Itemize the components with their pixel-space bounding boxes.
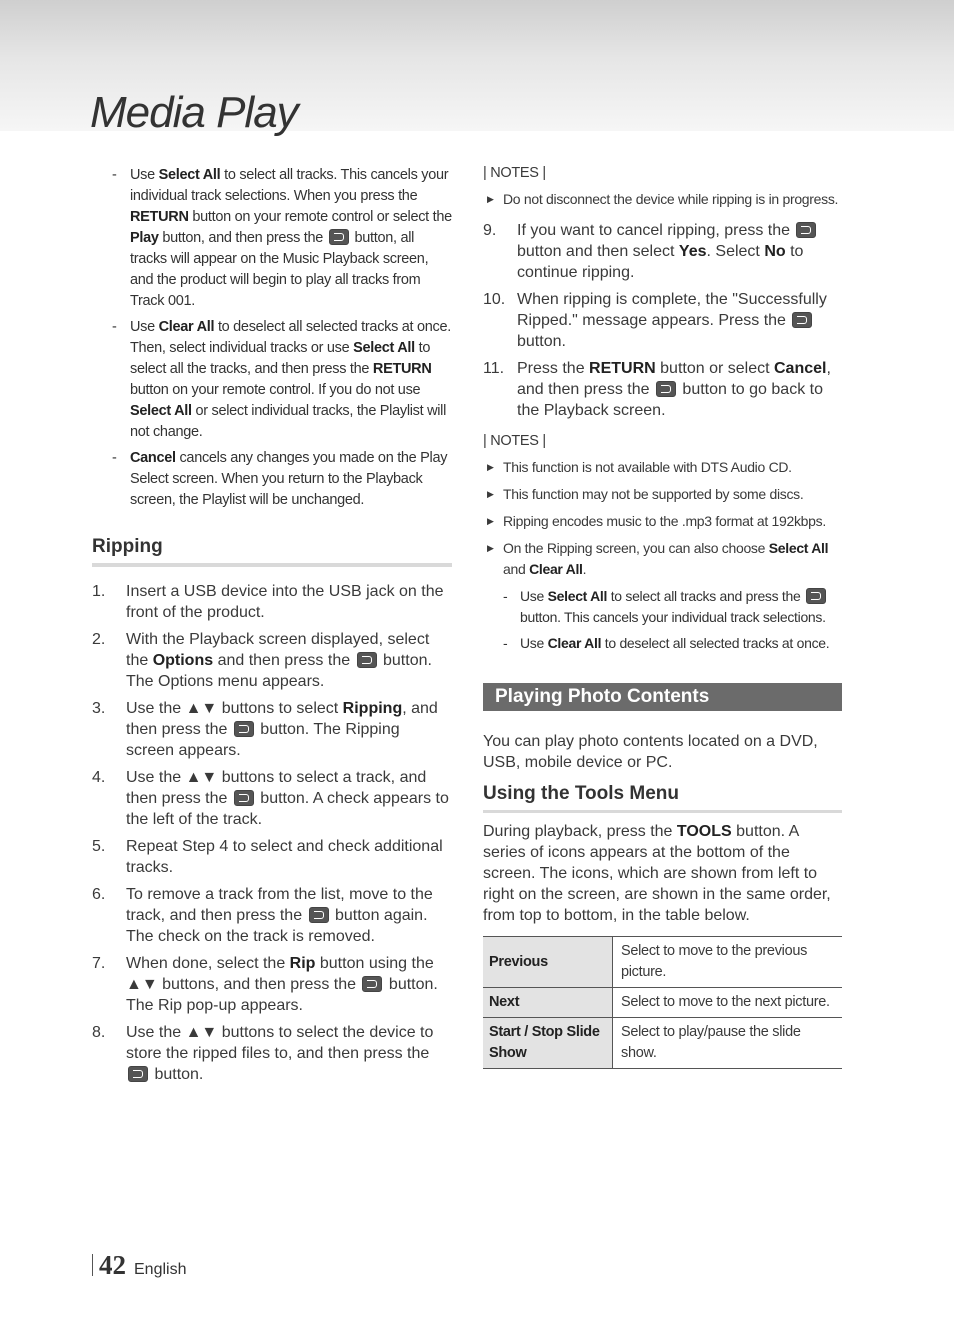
dash-marker: - [503,635,508,651]
right-column [483,165,842,1069]
step-number: 9. [483,222,497,239]
bold-term: Cancel [774,360,827,377]
ripping-steps-continued [483,220,842,421]
tools-table [483,936,842,1069]
bold-term: Clear All [158,319,215,335]
enter-icon [128,1066,148,1082]
step-item: 6. To remove a track from the list, move to the track, and then press the button again. The check on the track is removed. [92,886,433,945]
table-key: Next [483,988,613,1018]
bullet-triangle-icon: ▶ [487,489,494,499]
dash-marker: - [112,167,117,183]
notes-list [483,457,842,580]
step-item: 8. Use the ▲▼ buttons to select the device to store the ripped files to, and then press the button. [92,1024,434,1083]
ripping-steps [92,581,452,1085]
table-row [483,937,842,988]
enter-icon [362,976,382,992]
dash-item: - Use Select All to select all tracks. This cancels your individual track selections. When you press the RETURN button on your remote control or select the Play button, and then press the button, all tracks will appear on the Music Playback screen, and the product will begin to play all tracks from Track 001. [112,167,452,309]
section-banner: Playing Photo Contents [483,683,842,711]
table-value: Select to move to the next picture. [613,988,843,1018]
bold-term: TOOLS [676,823,732,840]
dash-item: - Use Clear All to deselect all selected tracks at once. Then, select individual tracks or use Select All to select all the tracks, and then press the RETURN button on your remote control. If you do not use Select All or select individual tracks, the Playlist will not change. [112,319,451,440]
tools-paragraph: During playback, press the TOOLS button. A series of icons appears at the bottom of the screen. The icons, which are shown from left to right on the screen, are shown in the same order, from top to bottom, in the table below. [483,823,831,924]
bold-term: Clear All [529,561,583,577]
bold-term: Select All [130,403,192,419]
notes-list [483,189,842,210]
step-item: 2. With the Playback screen displayed, select the Options and then press the button. The Options menu appears. [92,631,432,690]
page-header [0,0,954,137]
sub-note-item: - Use Clear All to deselect all selected tracks at once. [483,633,842,654]
note-item: ▶ Do not disconnect the device while ripping is in progress. [483,189,842,210]
enter-icon [234,790,254,806]
bullet-triangle-icon: ▶ [487,543,494,553]
bold-term: Play [130,230,159,246]
bold-term: Select All [353,340,415,356]
bold-term: Select All [547,588,608,604]
table-value: Select to play/pause the slide show. [613,1018,843,1069]
bold-term: Cancel [130,450,176,466]
table-key: Previous [483,937,613,988]
dash-marker: - [503,588,508,604]
step-number: 2. [92,631,106,648]
enter-icon [796,222,816,238]
enter-icon [806,588,826,604]
step-item: 4. Use the ▲▼ buttons to select a track, and then press the button. A check appears to the left of the track. [92,769,449,828]
step-item: 7. When done, select the Rip button using the ▲▼ buttons, and then press the button. The Rip pop-up appears. [92,955,438,1014]
step-item: 11. Press the RETURN button or select Cancel, and then press the button to go back to the Playback screen. [483,360,831,419]
bold-term: Ripping [342,700,403,717]
dash-item: - Cancel cancels any changes you made on the Play Select screen. When you return to the Playback screen, the Playlist will be unchanged. [112,450,448,508]
step-item: 3. Use the ▲▼ buttons to select Ripping, and then press the button. The Ripping screen appears. [92,700,438,759]
table-key: Start / Stop Slide Show [483,1018,613,1069]
bold-term: Rip [289,955,316,972]
enter-icon [234,721,254,737]
step-number: 3. [92,700,106,717]
note-item: ▶ This function may not be supported by some discs. [483,484,842,505]
step-item: 10. When ripping is complete, the "Successfully Ripped." message appears. Press the button. [483,291,827,350]
step-number: 10. [483,291,506,308]
tools-heading: Using the Tools Menu [483,783,842,813]
bold-term: Options [152,652,214,669]
bold-term: Select All [768,540,829,556]
step-number: 7. [92,955,106,972]
step-number: 11. [483,360,505,377]
step-number: 8. [92,1024,106,1041]
note-item: ▶ Ripping encodes music to the .mp3 format at 192kbps. [483,511,842,532]
step-item: 5. Repeat Step 4 to select and check additional tracks. [92,838,443,876]
notes-sublist [483,586,842,654]
page-language: English [134,1261,187,1278]
sub-note-item: - Use Select All to select all tracks and press the button. This cancels your individual track selections. [503,588,826,625]
enter-icon [792,312,812,328]
table-row [483,988,842,1018]
bullet-triangle-icon: ▶ [487,516,494,526]
dash-list [92,165,452,511]
bold-term: RETURN [589,360,656,377]
bold-term: RETURN [130,209,189,225]
page-title: Media Play [90,88,298,137]
note-item: ▶ This function is not available with DTS Audio CD. [483,457,842,478]
bold-term: RETURN [372,361,432,377]
enter-icon [357,652,377,668]
notes-title: | NOTES | [483,433,546,449]
page-footer [92,1250,186,1281]
step-number: 6. [92,886,106,903]
bold-term: Yes [678,243,707,260]
step-number: 5. [92,838,106,855]
bold-term: Clear All [547,635,602,651]
step-number: 4. [92,769,106,786]
ripping-heading: Ripping [92,536,452,567]
bullet-triangle-icon: ▶ [487,462,494,472]
bold-term: Select All [158,167,221,183]
enter-icon [309,907,329,923]
photo-intro: You can play photo contents located on a DVD, USB, mobile device or PC. [483,733,818,771]
notes-title: | NOTES | [483,165,546,181]
page-number-divider [92,1254,93,1276]
page-number: 42 [99,1250,126,1280]
step-item: 9. If you want to cancel ripping, press the button and then select Yes. Select No to continue ripping. [483,220,842,283]
bold-term: No [764,243,786,260]
left-column [92,165,452,1091]
enter-icon [656,381,676,397]
note-item: ▶ On the Ripping screen, you can also choose Select All and Clear All. [487,540,829,577]
table-row [483,1018,842,1069]
table-value: Select to move to the previous picture. [613,937,843,988]
step-item: 1. Insert a USB device into the USB jack on the front of the product. [92,583,444,621]
dash-marker: - [112,319,117,335]
step-number: 1. [92,583,106,600]
dash-marker: - [112,450,117,466]
bullet-triangle-icon: ▶ [487,194,494,204]
enter-icon [329,229,349,245]
